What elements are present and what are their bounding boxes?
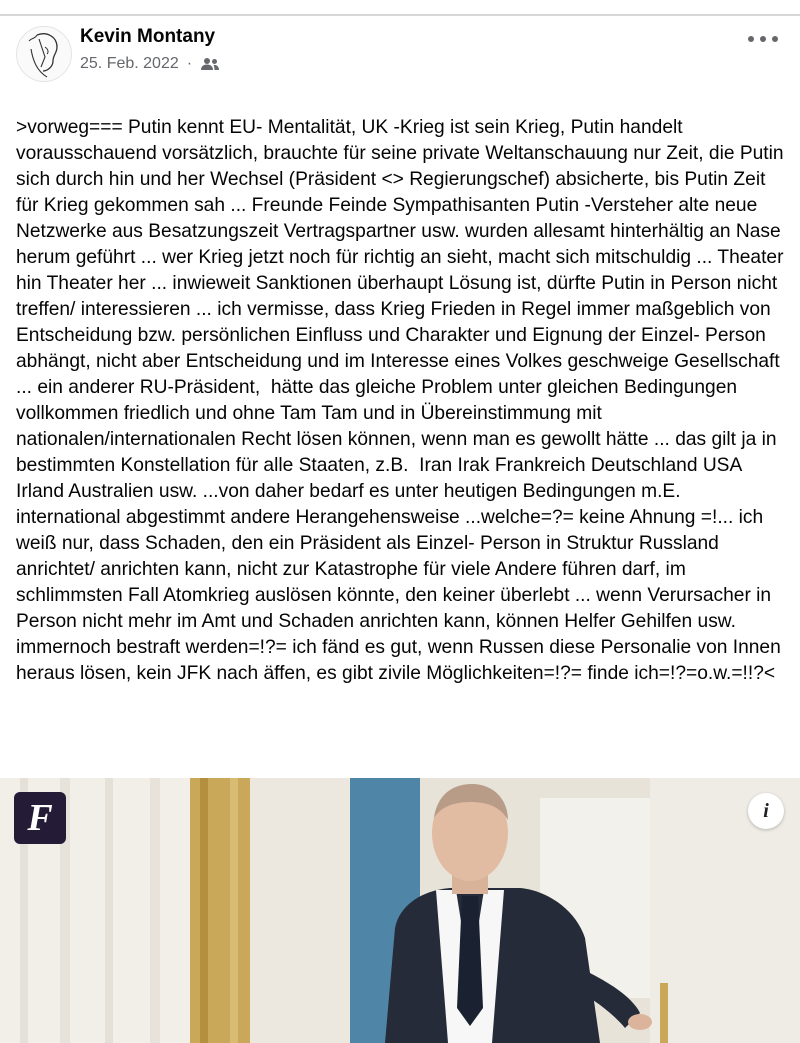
post-date[interactable]: 25. Feb. 2022: [80, 55, 179, 72]
more-options-button[interactable]: [748, 30, 778, 48]
info-button[interactable]: i: [748, 793, 784, 829]
photo-illustration: [0, 778, 800, 1043]
more-dots-icon: [760, 36, 766, 42]
post-photo[interactable]: [0, 778, 800, 1043]
publisher-logo[interactable]: F: [14, 792, 66, 844]
more-dots-icon: [748, 36, 754, 42]
post-meta: [80, 55, 220, 73]
avatar-sketch-icon: [17, 27, 71, 81]
meta-separator: ·: [186, 55, 193, 72]
post-header: [0, 0, 800, 108]
post-text: >vorweg=== Putin kennt EU- Mentalität, UK -Krieg ist sein Krieg, Putin handelt vorausschauend vorsätzlich, brauchte für seine private Weltanschauung nur Zeit, die Putin sich durch hin und her Wechsel (Präsident <> Regierungschef) absicherte, bis Putin Zeit für Krieg gekommen sah ... Freunde Feinde Sympathisanten Putin -Versteher alte neue Netzwerke aus Besatzungszeit Vertragspartner usw. wurden allesamt hinterhältig an Nase herum geführt ... wer Krieg jetzt noch für richtig an sieht, macht sich mitschuldig ... Theater hin Theater her ... inwieweit Sanktionen überhaupt Lösung ist, dürfte Putin in Person nicht treffen/ interessieren ... ich vermisse, dass Krieg Frieden in Regel immer maßgeblich von Entscheidung bzw. persönlichen Einfluss und Charakter und Eignung der Einzel- Person abhängt, nicht aber Entscheidung und im Interesse eines Volkes geschweige Gesellschaft ... ein anderer RU-Präsident, hätte das gleiche Problem unter gleichen Bedingungen vollkommen friedlich und ohne Tam Tam und in Übereinstimmung mit nationalen/internationalen Recht lösen können, wenn man es gewollt hätte ... das gilt ja in bestimmten Konstellation für alle Staaten, z.B. Iran Irak Frankreich Deutschland USA Irland Australien usw. ...von daher bedarf es unter heutigen Bedingungen m.E. international abgestimmt andere Herangehensweise ...welche=?= keine Ahnung =!... ich weiß nur, dass Schaden, den ein Präsident als Einzel- Person in Struktur Russland anrichtet/ anrichten kann, nicht zur Katastrophe für viele Andere führen darf, im schlimmsten Fall Atomkrieg auslösen könnte, den keiner überlebt ... wenn Verursacher in Person nicht mehr im Amt und Schaden anrichten kann, können Helfer Gehilfen usw. immernoch bestraft werden=!?= ich fänd es gut, wenn Russen diese Personalie von Innen heraus lösen, kein JFK nach äffen, es gibt zivile Möglichkeiten=!?= finde ich=!?=o.w.=!!?<: [16, 117, 789, 684]
author-name[interactable]: Kevin Montany: [80, 26, 216, 47]
friends-icon[interactable]: [200, 57, 220, 71]
avatar[interactable]: [16, 26, 72, 82]
more-dots-icon: [772, 36, 778, 42]
